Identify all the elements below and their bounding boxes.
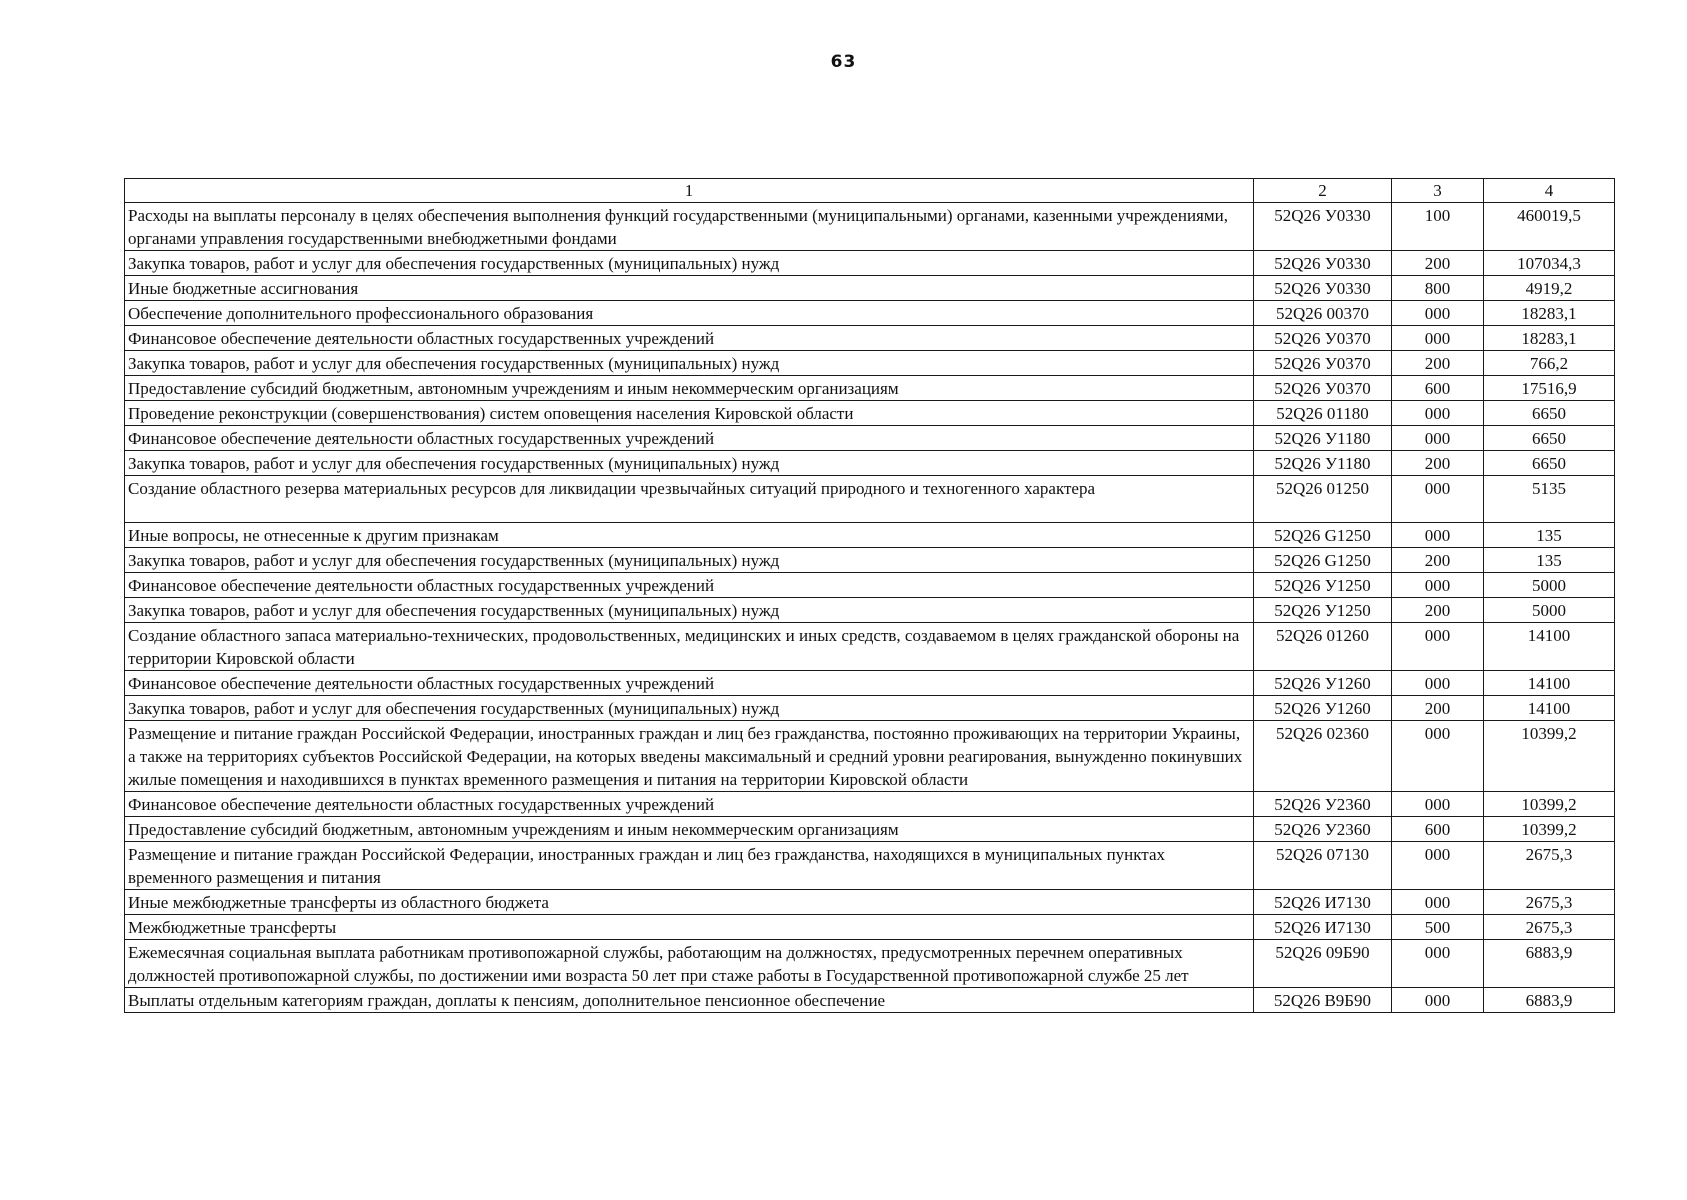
table-row bbox=[125, 301, 1615, 326]
row-expense-type-cell: 000 bbox=[1392, 890, 1484, 915]
row-amount-cell: 2675,3 bbox=[1484, 842, 1615, 890]
row-amount-cell: 135 bbox=[1484, 523, 1615, 548]
row-expense-type-cell: 000 bbox=[1392, 671, 1484, 696]
row-expense-type-cell: 500 bbox=[1392, 915, 1484, 940]
row-name-cell: Размещение и питание граждан Российской Федерации, иностранных граждан и лиц без гражданства, постоянно проживающих на территории Украины, а также на территориях субъектов Российской Федерации, на которых введены максимальный и средний уровни реагирования, вынужденно покинувших жилые помещения и находившихся в пунктах временного размещения и питания на территории Кировской области bbox=[125, 721, 1254, 792]
table-row bbox=[125, 915, 1615, 940]
row-code-cell: 52Q26 У1260 bbox=[1254, 671, 1392, 696]
row-name-cell: Обеспечение дополнительного профессионального образования bbox=[125, 301, 1254, 326]
row-code-cell: 52Q26 G1250 bbox=[1254, 523, 1392, 548]
table-body bbox=[125, 203, 1615, 1013]
row-code-cell: 52Q26 07130 bbox=[1254, 842, 1392, 890]
table-row bbox=[125, 451, 1615, 476]
row-expense-type-cell: 000 bbox=[1392, 721, 1484, 792]
row-code-cell: 52Q26 У0330 bbox=[1254, 251, 1392, 276]
row-name-cell: Закупка товаров, работ и услуг для обеспечения государственных (муниципальных) нужд bbox=[125, 451, 1254, 476]
row-name-cell: Иные межбюджетные трансферты из областного бюджета bbox=[125, 890, 1254, 915]
row-code-cell: 52Q26 09Б90 bbox=[1254, 940, 1392, 988]
row-name-cell: Закупка товаров, работ и услуг для обеспечения государственных (муниципальных) нужд bbox=[125, 548, 1254, 573]
table-row bbox=[125, 988, 1615, 1013]
table-row bbox=[125, 842, 1615, 890]
row-code-cell: 52Q26 01180 bbox=[1254, 401, 1392, 426]
table-row bbox=[125, 326, 1615, 351]
row-amount-cell: 14100 bbox=[1484, 696, 1615, 721]
row-expense-type-cell: 000 bbox=[1392, 842, 1484, 890]
column-header-4: 4 bbox=[1484, 179, 1615, 203]
row-code-cell: 52Q26 У0330 bbox=[1254, 203, 1392, 251]
row-name-cell: Межбюджетные трансферты bbox=[125, 915, 1254, 940]
table-row bbox=[125, 598, 1615, 623]
column-header-3: 3 bbox=[1392, 179, 1484, 203]
row-amount-cell: 6883,9 bbox=[1484, 940, 1615, 988]
column-header-1: 1 bbox=[125, 179, 1254, 203]
row-code-cell: 52Q26 G1250 bbox=[1254, 548, 1392, 573]
row-code-cell: 52Q26 01260 bbox=[1254, 623, 1392, 671]
row-name-cell: Проведение реконструкции (совершенствования) систем оповещения населения Кировской области bbox=[125, 401, 1254, 426]
row-expense-type-cell: 000 bbox=[1392, 476, 1484, 523]
row-amount-cell: 10399,2 bbox=[1484, 817, 1615, 842]
row-expense-type-cell: 200 bbox=[1392, 696, 1484, 721]
row-amount-cell: 10399,2 bbox=[1484, 721, 1615, 792]
table-row bbox=[125, 696, 1615, 721]
row-expense-type-cell: 000 bbox=[1392, 573, 1484, 598]
row-name-cell: Закупка товаров, работ и услуг для обеспечения государственных (муниципальных) нужд bbox=[125, 351, 1254, 376]
table-header-row bbox=[125, 179, 1615, 203]
row-code-cell: 52Q26 У0370 bbox=[1254, 351, 1392, 376]
row-expense-type-cell: 000 bbox=[1392, 523, 1484, 548]
table-row bbox=[125, 376, 1615, 401]
row-expense-type-cell: 000 bbox=[1392, 301, 1484, 326]
row-name-cell: Расходы на выплаты персоналу в целях обеспечения выполнения функций государственными (муниципальными) органами, казенными учреждениями, органами управления государственными внебюджетными фондами bbox=[125, 203, 1254, 251]
table-row bbox=[125, 476, 1615, 523]
row-expense-type-cell: 000 bbox=[1392, 326, 1484, 351]
table-row bbox=[125, 251, 1615, 276]
row-amount-cell: 6650 bbox=[1484, 426, 1615, 451]
table-row bbox=[125, 401, 1615, 426]
row-amount-cell: 18283,1 bbox=[1484, 301, 1615, 326]
table-row bbox=[125, 792, 1615, 817]
row-amount-cell: 5135 bbox=[1484, 476, 1615, 523]
row-amount-cell: 460019,5 bbox=[1484, 203, 1615, 251]
row-name-cell: Предоставление субсидий бюджетным, автономным учреждениям и иным некоммерческим организациям bbox=[125, 376, 1254, 401]
row-amount-cell: 18283,1 bbox=[1484, 326, 1615, 351]
table-row bbox=[125, 351, 1615, 376]
row-name-cell: Финансовое обеспечение деятельности областных государственных учреждений bbox=[125, 671, 1254, 696]
row-amount-cell: 4919,2 bbox=[1484, 276, 1615, 301]
row-amount-cell: 6650 bbox=[1484, 401, 1615, 426]
row-amount-cell: 766,2 bbox=[1484, 351, 1615, 376]
row-code-cell: 52Q26 У1180 bbox=[1254, 451, 1392, 476]
row-code-cell: 52Q26 У0370 bbox=[1254, 376, 1392, 401]
row-name-cell: Размещение и питание граждан Российской Федерации, иностранных граждан и лиц без гражданства, находящихся в муниципальных пунктах временного размещения и питания bbox=[125, 842, 1254, 890]
row-expense-type-cell: 000 bbox=[1392, 426, 1484, 451]
row-amount-cell: 135 bbox=[1484, 548, 1615, 573]
row-amount-cell: 14100 bbox=[1484, 671, 1615, 696]
row-name-cell: Закупка товаров, работ и услуг для обеспечения государственных (муниципальных) нужд bbox=[125, 696, 1254, 721]
row-code-cell: 52Q26 У1250 bbox=[1254, 573, 1392, 598]
row-expense-type-cell: 200 bbox=[1392, 251, 1484, 276]
row-amount-cell: 107034,3 bbox=[1484, 251, 1615, 276]
row-expense-type-cell: 000 bbox=[1392, 401, 1484, 426]
row-amount-cell: 5000 bbox=[1484, 598, 1615, 623]
table-row bbox=[125, 276, 1615, 301]
row-name-cell: Финансовое обеспечение деятельности областных государственных учреждений bbox=[125, 573, 1254, 598]
table-row bbox=[125, 426, 1615, 451]
table-row bbox=[125, 671, 1615, 696]
table-row bbox=[125, 523, 1615, 548]
row-code-cell: 52Q26 У1260 bbox=[1254, 696, 1392, 721]
row-code-cell: 52Q26 02360 bbox=[1254, 721, 1392, 792]
page-number: 63 bbox=[830, 52, 857, 72]
row-code-cell: 52Q26 00370 bbox=[1254, 301, 1392, 326]
row-code-cell: 52Q26 У1180 bbox=[1254, 426, 1392, 451]
row-code-cell: 52Q26 У0370 bbox=[1254, 326, 1392, 351]
table-row bbox=[125, 940, 1615, 988]
table-row bbox=[125, 203, 1615, 251]
row-name-cell: Закупка товаров, работ и услуг для обеспечения государственных (муниципальных) нужд bbox=[125, 598, 1254, 623]
column-header-2: 2 bbox=[1254, 179, 1392, 203]
row-name-cell: Закупка товаров, работ и услуг для обеспечения государственных (муниципальных) нужд bbox=[125, 251, 1254, 276]
table-row bbox=[125, 573, 1615, 598]
row-name-cell: Создание областного резерва материальных ресурсов для ликвидации чрезвычайных ситуаций природного и техногенного характера bbox=[125, 476, 1254, 523]
row-expense-type-cell: 600 bbox=[1392, 817, 1484, 842]
row-expense-type-cell: 600 bbox=[1392, 376, 1484, 401]
budget-table-container bbox=[124, 178, 1614, 1013]
table-row bbox=[125, 623, 1615, 671]
row-name-cell: Ежемесячная социальная выплата работникам противопожарной службы, работающим на должностях, предусмотренных перечнем оперативных должностей противопожарной службы, по достижении ими возраста 50 лет при стаже работы в Государственной противопожарной службе 25 лет bbox=[125, 940, 1254, 988]
row-code-cell: 52Q26 01250 bbox=[1254, 476, 1392, 523]
table-row bbox=[125, 721, 1615, 792]
row-expense-type-cell: 200 bbox=[1392, 351, 1484, 376]
row-name-cell: Финансовое обеспечение деятельности областных государственных учреждений bbox=[125, 426, 1254, 451]
row-code-cell: 52Q26 И7130 bbox=[1254, 915, 1392, 940]
row-name-cell: Иные бюджетные ассигнования bbox=[125, 276, 1254, 301]
row-expense-type-cell: 000 bbox=[1392, 623, 1484, 671]
row-expense-type-cell: 000 bbox=[1392, 988, 1484, 1013]
row-amount-cell: 6883,9 bbox=[1484, 988, 1615, 1013]
row-amount-cell: 10399,2 bbox=[1484, 792, 1615, 817]
row-expense-type-cell: 200 bbox=[1392, 451, 1484, 476]
row-name-cell: Создание областного запаса материально-технических, продовольственных, медицинских и иных средств, создаваемом в целях гражданской обороны на территории Кировской области bbox=[125, 623, 1254, 671]
row-expense-type-cell: 200 bbox=[1392, 548, 1484, 573]
row-expense-type-cell: 000 bbox=[1392, 792, 1484, 817]
row-name-cell: Иные вопросы, не отнесенные к другим признакам bbox=[125, 523, 1254, 548]
row-name-cell: Выплаты отдельным категориям граждан, доплаты к пенсиям, дополнительное пенсионное обеспечение bbox=[125, 988, 1254, 1013]
row-expense-type-cell: 100 bbox=[1392, 203, 1484, 251]
row-name-cell: Предоставление субсидий бюджетным, автономным учреждениям и иным некоммерческим организациям bbox=[125, 817, 1254, 842]
row-amount-cell: 6650 bbox=[1484, 451, 1615, 476]
row-expense-type-cell: 000 bbox=[1392, 940, 1484, 988]
row-expense-type-cell: 800 bbox=[1392, 276, 1484, 301]
row-code-cell: 52Q26 И7130 bbox=[1254, 890, 1392, 915]
row-code-cell: 52Q26 У2360 bbox=[1254, 792, 1392, 817]
row-name-cell: Финансовое обеспечение деятельности областных государственных учреждений bbox=[125, 792, 1254, 817]
budget-table bbox=[124, 178, 1615, 1013]
row-amount-cell: 5000 bbox=[1484, 573, 1615, 598]
row-expense-type-cell: 200 bbox=[1392, 598, 1484, 623]
row-code-cell: 52Q26 У2360 bbox=[1254, 817, 1392, 842]
row-amount-cell: 17516,9 bbox=[1484, 376, 1615, 401]
row-code-cell: 52Q26 У1250 bbox=[1254, 598, 1392, 623]
row-amount-cell: 2675,3 bbox=[1484, 890, 1615, 915]
row-code-cell: 52Q26 У0330 bbox=[1254, 276, 1392, 301]
row-amount-cell: 14100 bbox=[1484, 623, 1615, 671]
row-code-cell: 52Q26 В9Б90 bbox=[1254, 988, 1392, 1013]
table-row bbox=[125, 890, 1615, 915]
table-row bbox=[125, 548, 1615, 573]
row-amount-cell: 2675,3 bbox=[1484, 915, 1615, 940]
row-name-cell: Финансовое обеспечение деятельности областных государственных учреждений bbox=[125, 326, 1254, 351]
table-row bbox=[125, 817, 1615, 842]
